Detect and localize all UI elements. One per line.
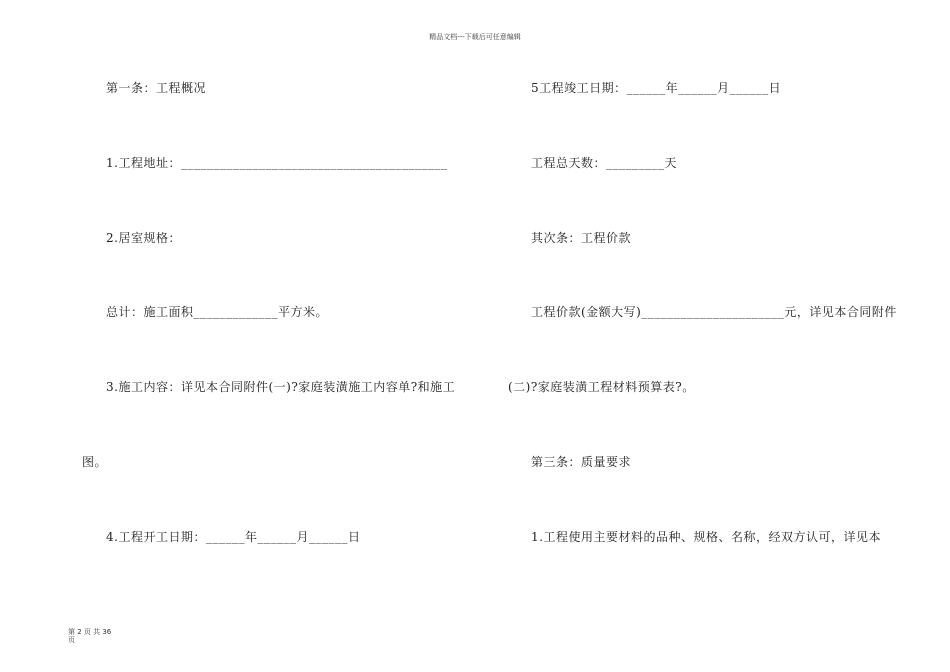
page-header: 精品文档---下载后可任意编辑: [429, 33, 521, 41]
start-date-line: 4.工程开工日期：______年______月______日: [106, 530, 361, 544]
project-address-line: 1.工程地址：_________________________________________: [106, 156, 448, 170]
construction-area-line: 总计：施工面积_____________平方米。: [106, 305, 329, 319]
construction-content-continuation: 图。: [82, 455, 108, 469]
completion-date-line: 5工程竣工日期：______年______月______日: [531, 81, 782, 95]
clause-3-heading: 第三条：质量要求: [531, 455, 632, 469]
page-number-line-1: 第 2 页 共 36: [68, 628, 112, 636]
room-spec-line: 2.居室规格：: [106, 231, 181, 245]
contract-price-continuation: (二)?家庭装潢工程材料预算表?。: [508, 380, 695, 394]
contract-price-line: 工程价款(金额大写)______________________元，详见本合同附件: [531, 305, 897, 319]
page-number: [68, 628, 111, 644]
total-days-line: 工程总天数：_________天: [531, 156, 678, 170]
clause-2-heading: 其次条：工程价款: [531, 231, 632, 245]
page-number-line-2: 页: [68, 636, 75, 644]
clause-1-heading: 第一条：工程概况: [106, 81, 207, 95]
materials-line: 1.工程使用主要材料的品种、规格、名称，经双方认可，详见本: [531, 530, 881, 544]
construction-content-line: 3.施工内容：详见本合同附件(一)?家庭装潢施工内容单?和施工: [106, 380, 456, 394]
